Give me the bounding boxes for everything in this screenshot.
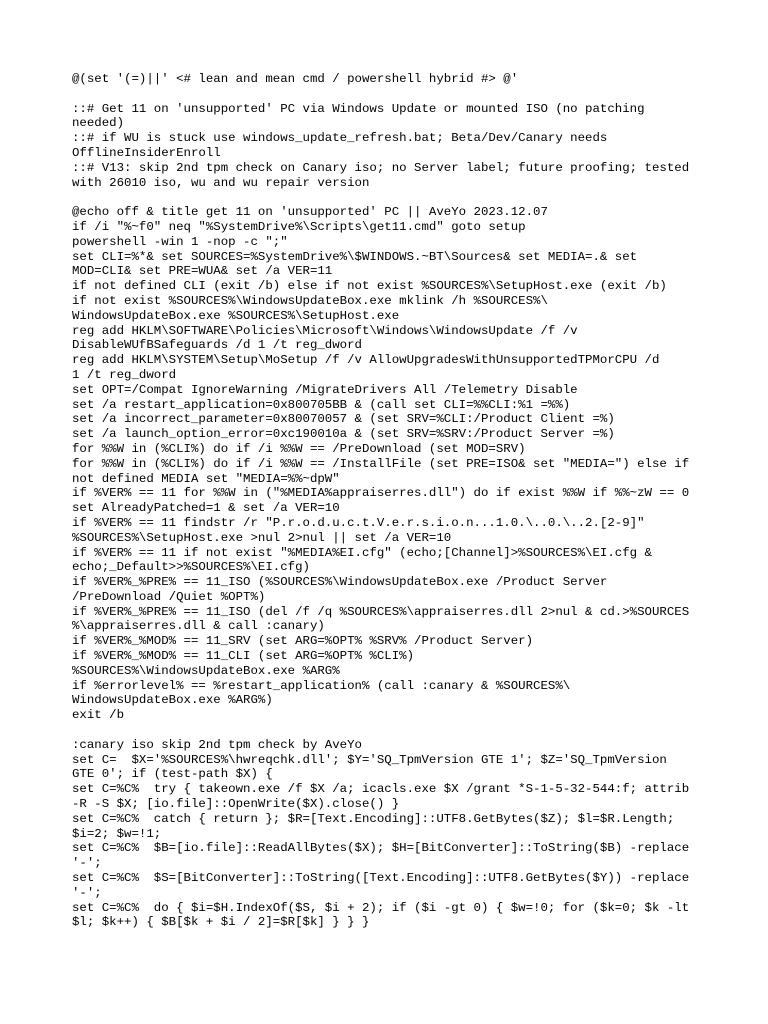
code-line: WindowsUpdateBox.exe %SOURCES%\SetupHost.exe [72, 308, 400, 323]
code-line: ::# Get 11 on 'unsupported' PC via Windows Update or mounted ISO (no patching [72, 101, 645, 116]
code-line: @(set '(=)||' <# lean and mean cmd / powershell hybrid #> @' [72, 72, 519, 86]
code-line: if %VER% == 11 if not exist "%MEDIA%EI.cfg" (echo;[Channel]>%SOURCES%\EI.cfg & [72, 545, 652, 560]
code-line: reg add HKLM\SYSTEM\Setup\MoSetup /f /v AllowUpgradesWithUnsupportedTPMorCPU /d [72, 353, 660, 368]
code-line: %\appraiserres.dll & call :canary) [72, 619, 325, 634]
code-line: set C=%C% try { takeown.exe /f $X /a; icacls.exe $X /grant *S-1-5-32-544:f; attrib [72, 782, 690, 797]
code-line: if not defined CLI (exit /b) else if not exist %SOURCES%\SetupHost.exe (exit /b) [72, 279, 667, 294]
code-line: set C= $X='%SOURCES%\hwreqchk.dll'; $Y='SQ_TpmVersion GTE 1'; $Z='SQ_TpmVersion [72, 752, 667, 767]
code-line: set /a incorrect_parameter=0x80070057 & (set SRV=%CLI:/Product Client =%) [72, 412, 615, 427]
code-line: for %%W in (%CLI%) do if /i %%W == /PreDownload (set MOD=SRV) [72, 441, 526, 456]
code-line: -R -S $X; [io.file]::OpenWrite($X).close() } [72, 797, 400, 812]
code-line: ::# V13: skip 2nd tpm check on Canary iso; no Server label; future proofing; tested [72, 160, 690, 175]
code-line: set C=%C% do { $i=$H.IndexOf($S, $i + 2); if ($i -gt 0) { $w=!0; for ($k=0; $k -lt [72, 900, 690, 915]
blank-line [72, 723, 700, 738]
code-line: %SOURCES%\SetupHost.exe >nul 2>nul || set /a VER=10 [72, 530, 452, 545]
code-line: set /a launch_option_error=0xc190010a & (set SRV=%SRV:/Product Server =%) [72, 427, 615, 442]
code-line: set C=%C% catch { return }; $R=[Text.Encoding]::UTF8.GetBytes($Z); $l=$R.Length; [72, 811, 675, 826]
code-line: '-'; [72, 885, 102, 900]
code-line: WindowsUpdateBox.exe %ARG%) [72, 693, 273, 708]
code-line: if %VER% == 11 for %%W in ("%MEDIA%appraiserres.dll") do if exist %%W if %%~zW == 0 [72, 486, 690, 501]
code-line: GTE 0'; if (test-path $X) { [72, 767, 273, 782]
code-line: set C=%C% $B=[io.file]::ReadAllBytes($X); $H=[BitConverter]::ToString($B) -replace [72, 841, 690, 856]
code-line: reg add HKLM\SOFTWARE\Policies\Microsoft\Windows\WindowsUpdate /f /v [72, 323, 578, 338]
code-line: $i=2; $w=!1; [72, 826, 162, 841]
code-line: if %VER% == 11 findstr /r "P.r.o.d.u.c.t.V.e.r.s.i.o.n...1.0.\..0.\..2.[2-9]" [72, 515, 645, 530]
code-line: @echo off & title get 11 on 'unsupported' PC || AveYo 2023.12.07 [72, 205, 548, 220]
code-line: if %VER%_%PRE% == 11_ISO (%SOURCES%\WindowsUpdateBox.exe /Product Server [72, 575, 608, 590]
code-line: exit /b [72, 708, 125, 723]
code-line: echo;_Default>>%SOURCES%\EI.cfg) [72, 560, 310, 575]
code-line: set CLI=%*& set SOURCES=%SystemDrive%\$WINDOWS.~BT\Sources& set MEDIA=.& set [72, 249, 638, 264]
code-line: '-'; [72, 856, 102, 871]
code-line: DisableWUfBSafeguards /d 1 /t reg_dword [72, 338, 362, 353]
code-line: MOD=CLI& set PRE=WUA& set /a VER=11 [72, 264, 333, 279]
code-line: for %%W in (%CLI%) do if /i %%W == /InstallFile (set PRE=ISO& set "MEDIA=") else if [72, 456, 690, 471]
code-line: if %VER%_%MOD% == 11_SRV (set ARG=%OPT% %SRV% /Product Server) [72, 634, 534, 649]
code-line: if /i "%~f0" neq "%SystemDrive%\Scripts\get11.cmd" goto setup [72, 219, 526, 234]
code-line: set C=%C% $S=[BitConverter]::ToString([Text.Encoding]::UTF8.GetBytes($Y)) -replace [72, 871, 690, 886]
code-line: not defined MEDIA set "MEDIA=%%~dpW" [72, 471, 340, 486]
code-line: :canary iso skip 2nd tpm check by AveYo [72, 737, 362, 752]
script-document [72, 72, 700, 930]
code-line: needed) [72, 116, 125, 131]
code-line: %SOURCES%\WindowsUpdateBox.exe %ARG% [72, 663, 340, 678]
code-line: if %VER%_%PRE% == 11_ISO (del /f /q %SOURCES%\appraiserres.dll 2>nul & cd.>%SOURCES [72, 604, 690, 619]
code-line: if %errorlevel% == %restart_application% (call :canary & %SOURCES%\ [72, 678, 571, 693]
code-line: powershell -win 1 -nop -c ";" [72, 234, 288, 249]
code-line: if %VER%_%MOD% == 11_CLI (set ARG=%OPT% %CLI%) [72, 649, 415, 664]
blank-line [72, 190, 700, 205]
code-line: set OPT=/Compat IgnoreWarning /MigrateDrivers All /Telemetry Disable [72, 382, 578, 397]
code-line: set /a restart_application=0x800705BB & (call set CLI=%%CLI:%1 =%%) [72, 397, 571, 412]
code-line: OfflineInsiderEnroll [72, 145, 221, 160]
code-line: /PreDownload /Quiet %OPT%) [72, 589, 266, 604]
code-line: $l; $k++) { $B[$k + $i / 2]=$R[$k] } } } [72, 915, 370, 930]
code-line: ::# if WU is stuck use windows_update_refresh.bat; Beta/Dev/Canary needs [72, 131, 608, 146]
code-line: if not exist %SOURCES%\WindowsUpdateBox.exe mklink /h %SOURCES%\ [72, 293, 548, 308]
code-line: with 26010 iso, wu and wu repair version [72, 175, 370, 190]
blank-line [72, 87, 700, 102]
code-line: 1 /t reg_dword [72, 367, 177, 382]
code-line: set AlreadyPatched=1 & set /a VER=10 [72, 501, 340, 516]
